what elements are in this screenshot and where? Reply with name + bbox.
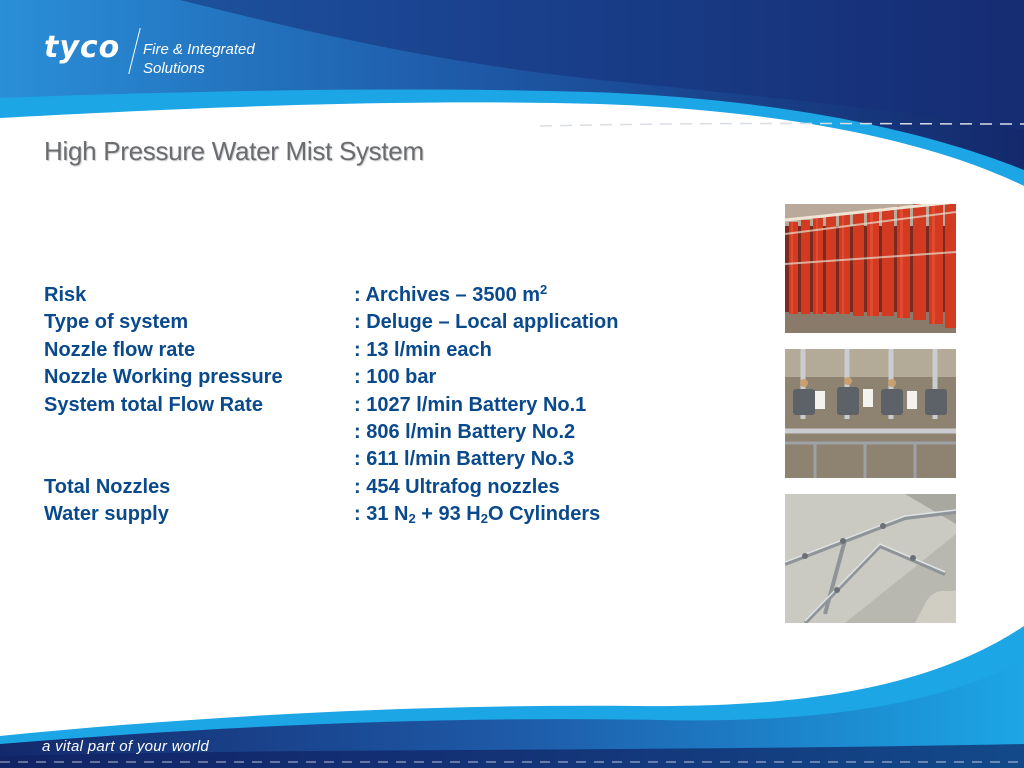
spec-label: System total Flow Rate: [44, 393, 263, 416]
spec-value: : Deluge – Local application: [354, 311, 619, 334]
spec-label-empty: [44, 446, 354, 473]
water-part: O Cylinders: [487, 503, 601, 526]
spec-row-system: [44, 309, 744, 336]
spec-label: Nozzle flow rate: [44, 338, 196, 361]
division-line-2: Solutions: [143, 60, 205, 77]
spec-label: Water supply: [44, 503, 169, 526]
spec-table: [44, 282, 744, 529]
footer-tagline: a vital part of your world: [42, 738, 210, 755]
unit-superscript: 2: [540, 282, 548, 297]
water-part: + 93 H: [415, 503, 481, 526]
spec-value: : 611 l/min Battery No.3: [354, 448, 575, 471]
division-line-1: Fire & Integrated: [143, 41, 255, 58]
division-name: [143, 40, 255, 78]
spec-row-nozzle-flow: [44, 337, 744, 364]
spec-value: : 13 l/min each: [354, 338, 492, 361]
risk-value: : Archives – 3500 m: [354, 284, 541, 306]
spec-row-risk: [44, 282, 744, 309]
spec-value: [354, 282, 744, 309]
photo-cylinder-racks: [785, 204, 956, 333]
water-part: : 31 N: [354, 503, 409, 526]
photo-ceiling-pipework: [785, 494, 956, 623]
spec-value: : 806 l/min Battery No.2: [354, 421, 576, 444]
spec-row-water: [44, 501, 744, 528]
subscript: 2: [408, 511, 416, 527]
tyco-logo: tyco: [44, 30, 121, 65]
spec-label: Total Nozzles: [44, 475, 171, 498]
subscript: 2: [480, 511, 488, 527]
spec-value: [354, 501, 744, 528]
spec-label-empty: [44, 419, 354, 446]
spec-label: Risk: [44, 284, 87, 306]
page-title: High Pressure Water Mist System: [44, 136, 424, 166]
spec-value: : 454 Ultrafog nozzles: [354, 475, 560, 498]
spec-value: : 1027 l/min Battery No.1: [354, 393, 587, 416]
spec-row-flow-2: [44, 419, 744, 446]
spec-row-pressure: [44, 364, 744, 391]
spec-value: : 100 bar: [354, 366, 437, 389]
spec-label: Type of system: [44, 311, 189, 334]
photo-pump-valves: [785, 349, 956, 478]
spec-row-flow-3: [44, 446, 744, 473]
spec-row-nozzles: [44, 474, 744, 501]
spec-label: Nozzle Working pressure: [44, 366, 283, 389]
spec-row-total-flow: [44, 392, 744, 419]
